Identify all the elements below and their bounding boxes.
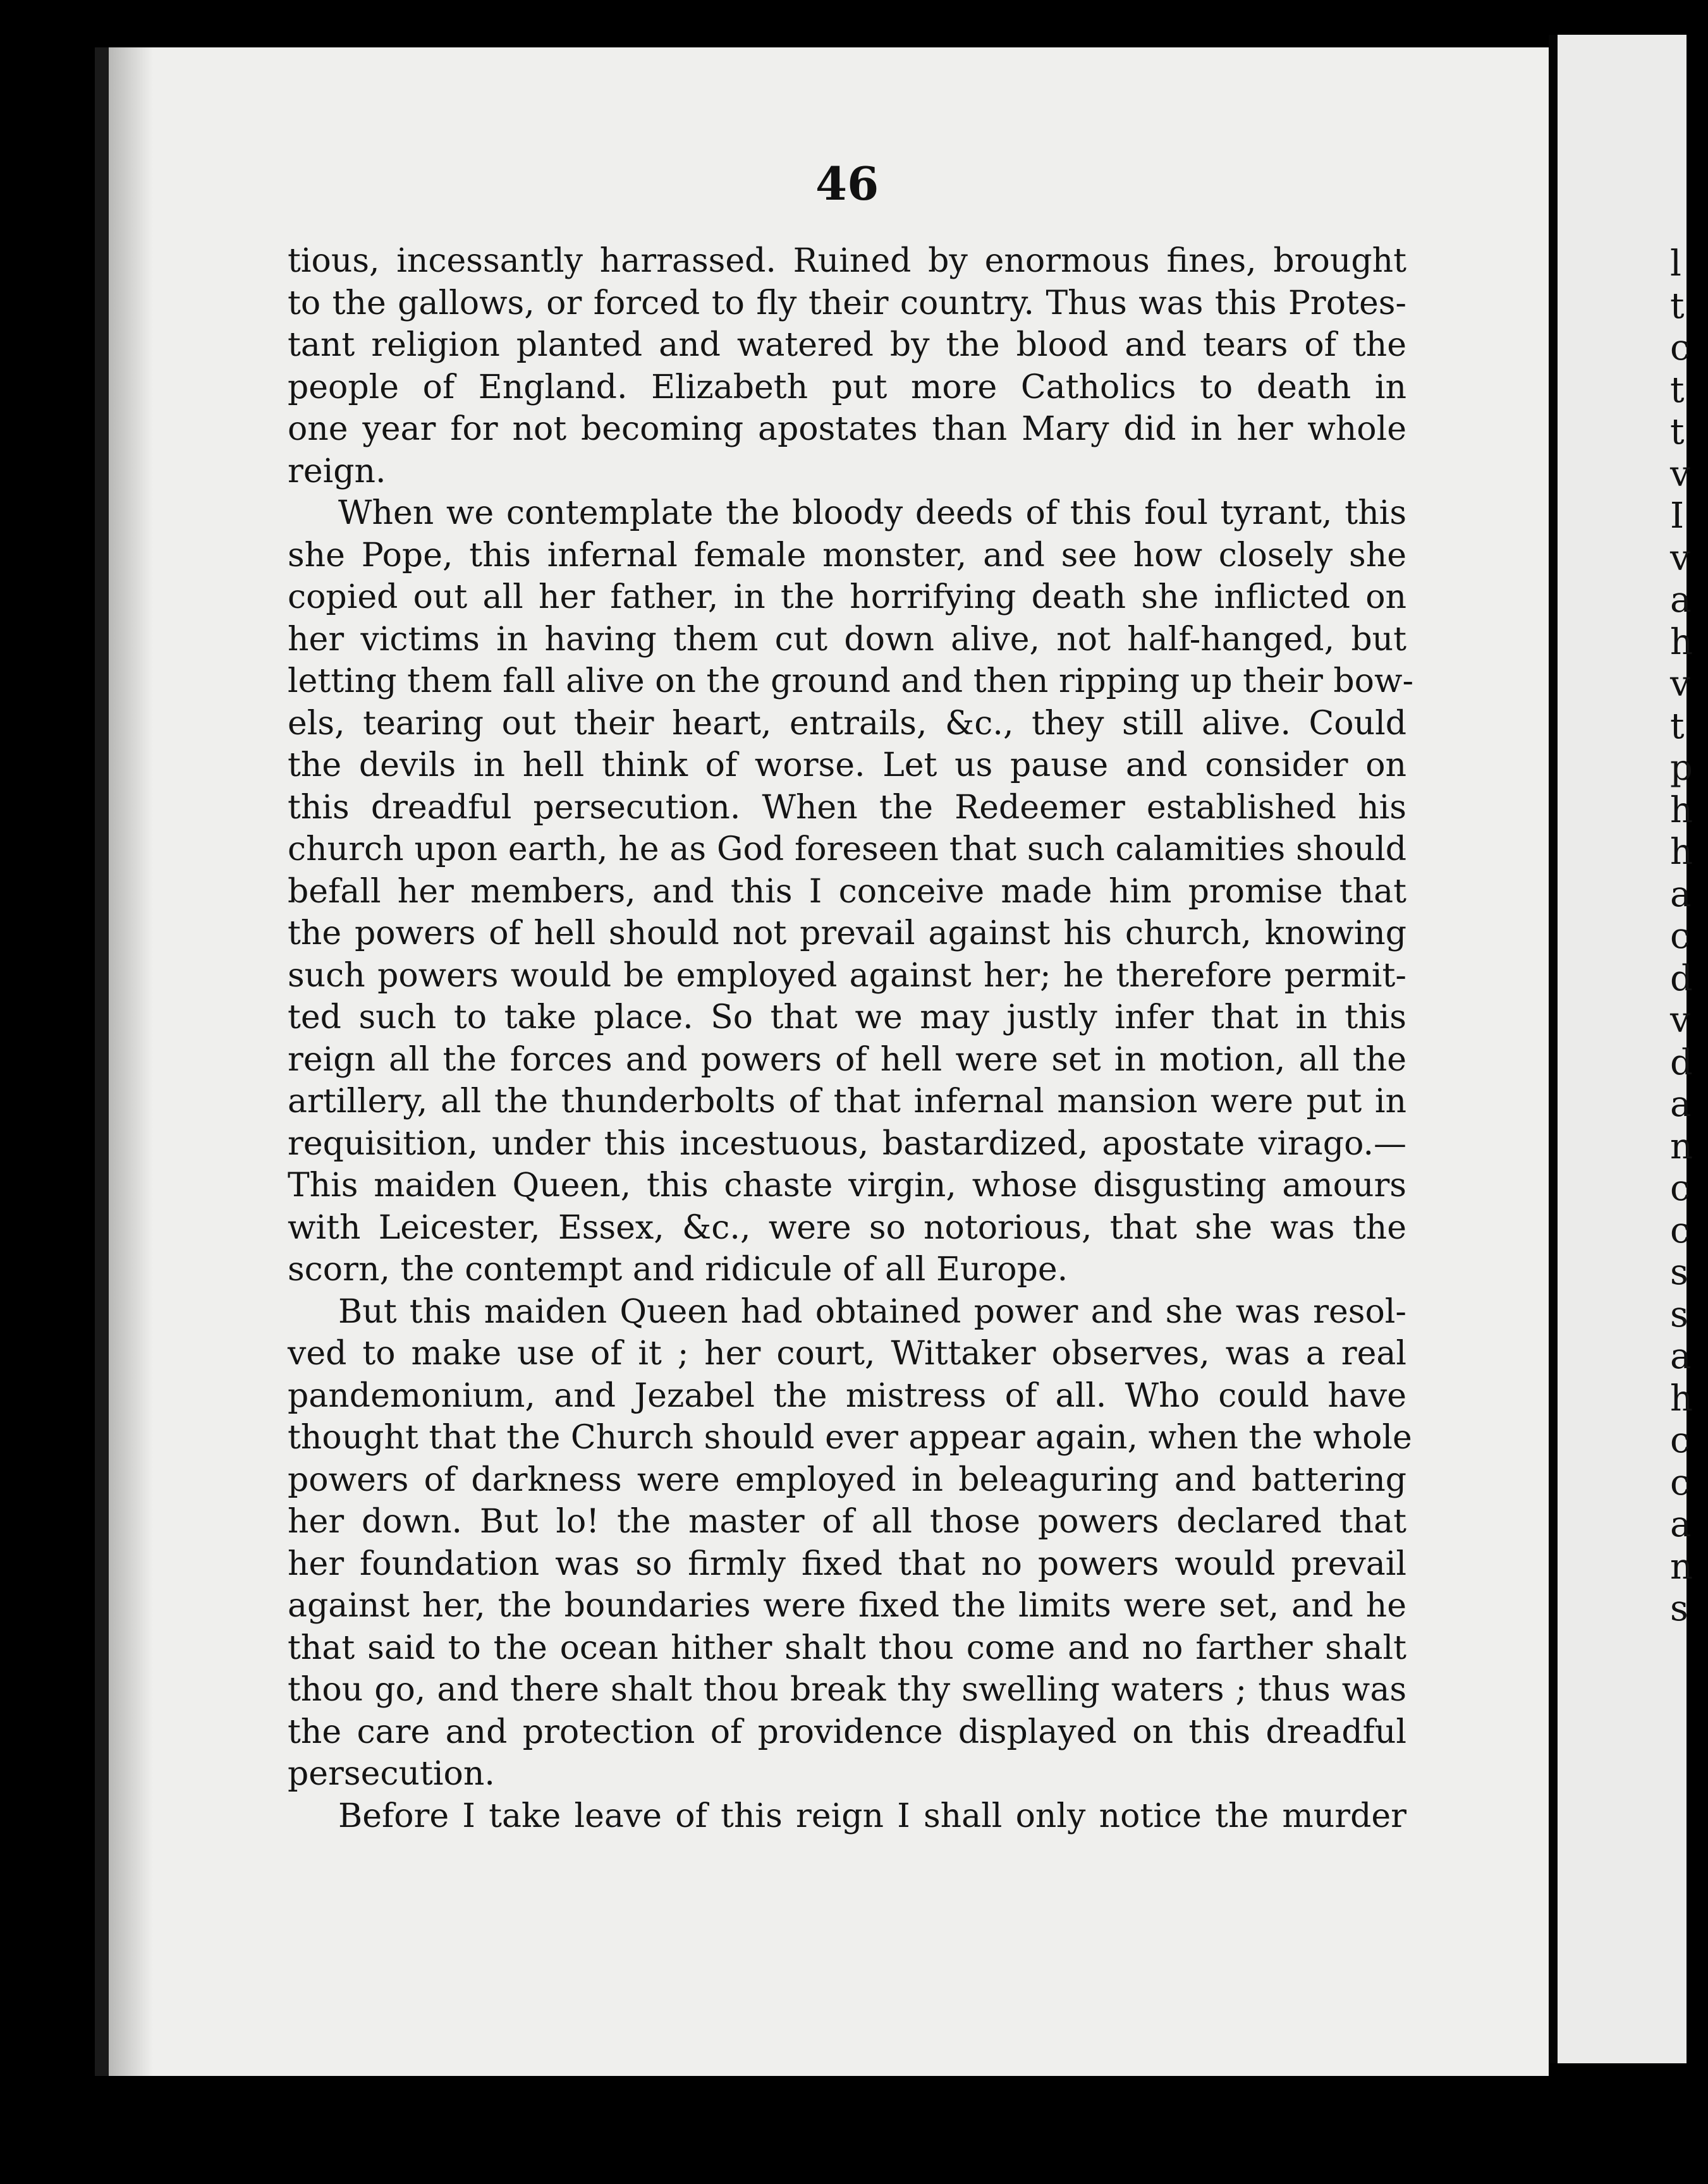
gutter-shadow: [109, 47, 153, 2076]
text-line: reign all the forces and powers of hell were set in motion, all the: [288, 1040, 1406, 1079]
text-line: ted such to take place. So that we may justly infer that in this: [288, 998, 1406, 1036]
text-line: such powers would be employed against her; he therefore permit-: [288, 956, 1406, 995]
text-line: she Pope, this infernal female monster, and see how closely she: [288, 536, 1406, 574]
text-line: powers of darkness were employed in beleaguring and battering: [288, 1460, 1406, 1499]
text-line: her foundation was so firmly fixed that no powers would prevail: [288, 1544, 1406, 1583]
text-line: letting them fall alive on the ground and then ripping up their bow-: [288, 662, 1414, 700]
text-line: the care and protection of providence displayed on this dreadful: [288, 1713, 1406, 1751]
text-line: tant religion planted and watered by the blood and tears of the: [288, 326, 1406, 364]
page-number: 46: [815, 157, 879, 210]
text-line: persecution.: [288, 1755, 495, 1793]
facing-page-text: l t c t t v I v a h v t p h h a c d v d a n c c s s a h c c a n s: [1670, 243, 1693, 1629]
text-line: When we contemplate the bloody deeds of this foul tyrant, this: [338, 494, 1406, 532]
facing-page-edge: [1549, 35, 1693, 2063]
text-line: the powers of hell should not prevail against his church, knowing: [288, 914, 1406, 952]
text-line: against her, the boundaries were fixed the limits were set, and he: [288, 1587, 1406, 1625]
text-line: church upon earth, he as God foreseen that such calamities should: [288, 830, 1406, 868]
text-line: ved to make use of it ; her court, Wittaker observes, was a real: [288, 1335, 1406, 1373]
text-line: Before I take leave of this reign I shall only notice the murder: [338, 1797, 1406, 1835]
text-line: pandemonium, and Jezabel the mistress of all. Who could have: [288, 1376, 1406, 1415]
text-line: befall her members, and this I conceive made him promise that: [288, 872, 1406, 911]
text-line: els, tearing out their heart, entrails, &c., they still alive. Could: [288, 704, 1406, 743]
text-line: copied out all her father, in the horrifying death she inflicted on: [288, 578, 1406, 616]
text-line: that said to the ocean hither shalt thou come and no farther shalt: [288, 1629, 1406, 1667]
text-line: thought that the Church should ever appear again, when the whole: [288, 1419, 1412, 1457]
text-line: people of England. Elizabeth put more Catholics to death in: [288, 368, 1406, 406]
text-line: requisition, under this incestuous, bastardized, apostate virago.—: [288, 1124, 1406, 1163]
text-line: with Leicester, Essex, &c., were so notorious, that she was the: [288, 1208, 1406, 1247]
text-line: this dreadful persecution. When the Redeemer established his: [288, 788, 1406, 827]
text-line: the devils in hell think of worse. Let us pause and consider on: [288, 746, 1406, 784]
text-line: tious, incessantly harrassed. Ruined by enormous fines, brought: [288, 242, 1406, 280]
text-line: reign.: [288, 452, 386, 490]
text-line: artillery, all the thunderbolts of that infernal mansion were put in: [288, 1083, 1406, 1120]
text-line: one year for not becoming apostates than Mary did in her whole: [288, 410, 1406, 448]
text-line: her down. But lo! the master of all those powers declared that: [288, 1503, 1406, 1541]
text-line: scorn, the contempt and ridicule of all Europe.: [288, 1251, 1068, 1289]
text-line: But this maiden Queen had obtained power and she was resol-: [338, 1292, 1406, 1331]
text-line: This maiden Queen, this chaste virgin, whose disgusting amours: [288, 1167, 1406, 1204]
body-text: [288, 240, 1414, 1837]
text-line: to the gallows, or forced to fly their country. Thus was this Protes-: [288, 284, 1406, 322]
text-line: thou go, and there shalt thou break thy swelling waters ; thus was: [288, 1671, 1406, 1709]
text-line: her victims in having them cut down alive, not half-hanged, but: [288, 620, 1406, 658]
